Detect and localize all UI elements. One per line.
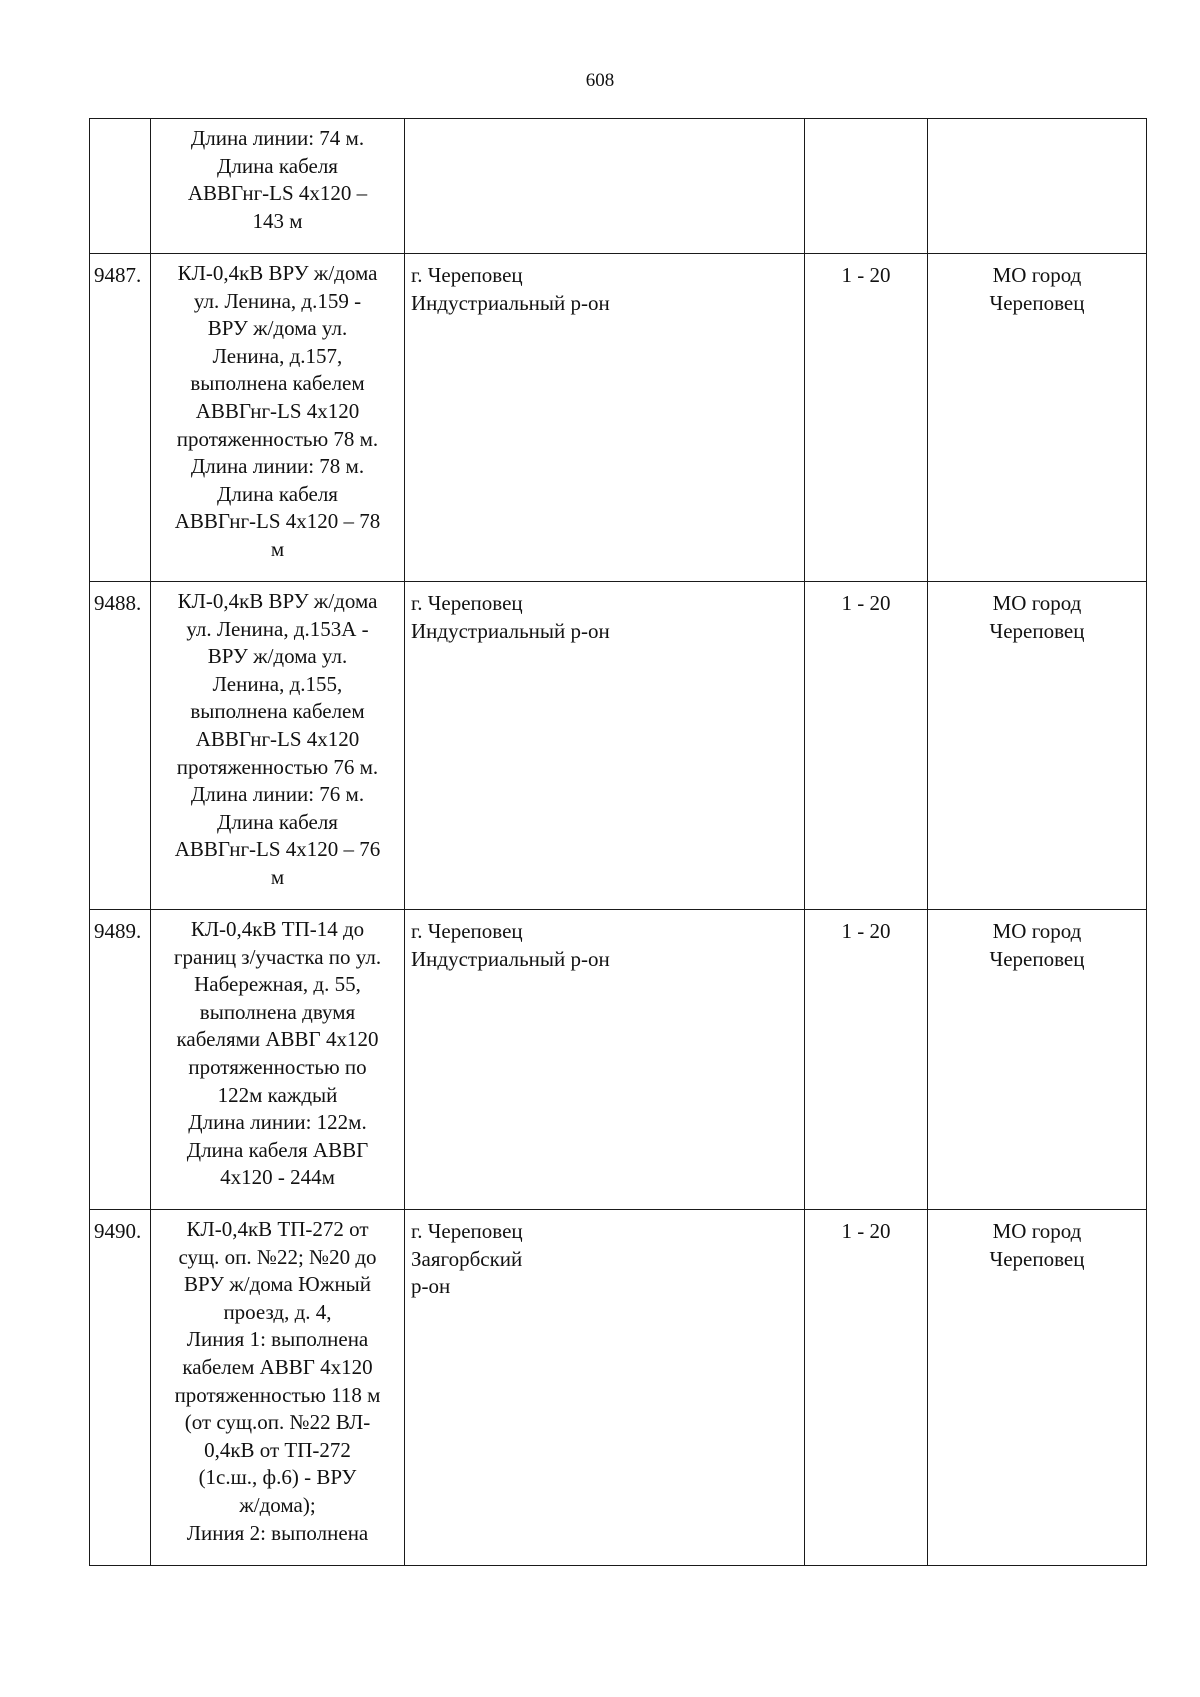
description-line: 143 м — [252, 208, 303, 233]
description-line: Ленина, д.157, — [212, 343, 343, 368]
table-row — [90, 582, 1147, 910]
row-number: 9487. — [90, 254, 151, 582]
description-line: м — [270, 864, 285, 889]
description-line: кабелем АВВГ 4х120 — [182, 1354, 373, 1379]
description-line: Длина линии: 78 м. — [190, 454, 365, 479]
object-owner — [928, 1210, 1147, 1566]
object-category: 1 - 20 — [805, 254, 928, 582]
object-description — [151, 1210, 405, 1566]
description-line: АВВГнг-LS 4х120 – 78 — [174, 509, 381, 534]
description-line: Длина кабеля АВВГ — [186, 1137, 369, 1162]
table-row — [90, 254, 1147, 582]
object-owner — [928, 254, 1147, 582]
location-line: Индустриальный р-он — [411, 290, 610, 315]
object-category — [805, 119, 928, 254]
object-category: 1 - 20 — [805, 582, 928, 910]
registry-table — [89, 118, 1147, 1566]
table-row — [90, 119, 1147, 254]
description-line: выполнена кабелем — [190, 371, 365, 396]
owner-line: Череповец — [989, 1246, 1085, 1271]
object-location — [405, 254, 805, 582]
location-line: г. Череповец — [411, 591, 523, 615]
description-line: границ з/участка по ул. — [173, 944, 382, 969]
page-number: 608 — [585, 70, 615, 91]
row-number: 9490. — [90, 1210, 151, 1566]
description-line: кабелями АВВГ 4х120 — [176, 1027, 379, 1052]
description-line: 122м каждый — [217, 1082, 338, 1107]
object-description — [151, 254, 405, 582]
description-line: протяженностью 78 м. — [176, 426, 379, 451]
description-line: 0,4кВ от ТП-272 — [204, 1437, 351, 1462]
table-row — [90, 910, 1147, 1210]
description-line: 4х120 - 244м — [220, 1165, 335, 1190]
location-line: г. Череповец — [411, 919, 523, 943]
owner-line: Череповец — [989, 618, 1085, 643]
description-line: протяженностью 118 м — [174, 1382, 381, 1407]
object-description — [151, 910, 405, 1210]
object-location — [405, 582, 805, 910]
object-description — [151, 119, 405, 254]
description-line: КЛ-0,4кВ ТП-272 от — [186, 1217, 369, 1241]
object-description — [151, 582, 405, 910]
owner-line: МО город — [992, 263, 1082, 287]
description-line: выполнена кабелем — [190, 699, 365, 724]
description-line: Ленина, д.155, — [212, 671, 343, 696]
object-location — [405, 119, 805, 254]
row-number: 9488. — [90, 582, 151, 910]
location-line: Индустриальный р-он — [411, 618, 610, 643]
row-number — [90, 119, 151, 254]
description-line: м — [270, 536, 285, 561]
description-line: ВРУ ж/дома ул. — [207, 644, 348, 669]
location-line: г. Череповец — [411, 1219, 523, 1243]
description-line: Набережная, д. 55, — [194, 972, 361, 997]
object-category: 1 - 20 — [805, 910, 928, 1210]
description-line: ж/дома); — [239, 1492, 316, 1517]
description-line: ВРУ ж/дома Южный — [183, 1272, 372, 1297]
description-line: протяженностью по — [188, 1054, 367, 1079]
owner-line: МО город — [992, 1219, 1082, 1243]
description-line: выполнена двумя — [199, 999, 356, 1024]
description-line: КЛ-0,4кВ ВРУ ж/дома — [177, 261, 378, 285]
description-line: АВВГнг-LS 4х120 – — [187, 181, 368, 206]
description-line: (1с.ш., ф.6) - ВРУ — [198, 1465, 357, 1490]
description-line: КЛ-0,4кВ ВРУ ж/дома — [177, 589, 378, 613]
location-line: Индустриальный р-он — [411, 946, 610, 971]
description-line: ул. Ленина, д.159 - — [193, 288, 362, 313]
description-line: ВРУ ж/дома ул. — [207, 316, 348, 341]
object-owner — [928, 582, 1147, 910]
description-line: Длина линии: 74 м. — [190, 126, 365, 150]
description-line: (от сущ.оп. №22 ВЛ- — [184, 1410, 371, 1435]
location-line: г. Череповец — [411, 263, 523, 287]
description-line: АВВГнг-LS 4х120 — [195, 726, 360, 751]
description-line: Длина линии: 122м. — [188, 1110, 367, 1135]
description-line: протяженностью 76 м. — [176, 754, 379, 779]
object-owner — [928, 910, 1147, 1210]
owner-line: Череповец — [989, 946, 1085, 971]
object-category: 1 - 20 — [805, 1210, 928, 1566]
description-line: Длина линии: 76 м. — [190, 782, 365, 807]
description-line: сущ. оп. №22; №20 до — [178, 1244, 377, 1269]
table-row — [90, 1210, 1147, 1566]
row-number: 9489. — [90, 910, 151, 1210]
description-line: АВВГнг-LS 4х120 — [195, 398, 360, 423]
owner-line: МО город — [992, 591, 1082, 615]
location-line: р-он — [411, 1274, 451, 1299]
description-line: Линия 1: выполнена — [186, 1327, 369, 1352]
description-line: Линия 2: выполнена — [186, 1520, 369, 1545]
object-location — [405, 1210, 805, 1566]
object-owner — [928, 119, 1147, 254]
owner-line: МО город — [992, 919, 1082, 943]
description-line: проезд, д. 4, — [223, 1299, 332, 1324]
description-line: Длина кабеля — [217, 481, 338, 506]
description-line: Длина кабеля — [217, 153, 338, 178]
description-line: КЛ-0,4кВ ТП-14 до — [190, 917, 365, 941]
location-line: Заягорбский — [411, 1246, 523, 1271]
description-line: ул. Ленина, д.153А - — [186, 616, 369, 641]
owner-line: Череповец — [989, 290, 1085, 315]
object-location — [405, 910, 805, 1210]
description-line: АВВГнг-LS 4х120 – 76 — [174, 837, 381, 862]
description-line: Длина кабеля — [217, 809, 338, 834]
